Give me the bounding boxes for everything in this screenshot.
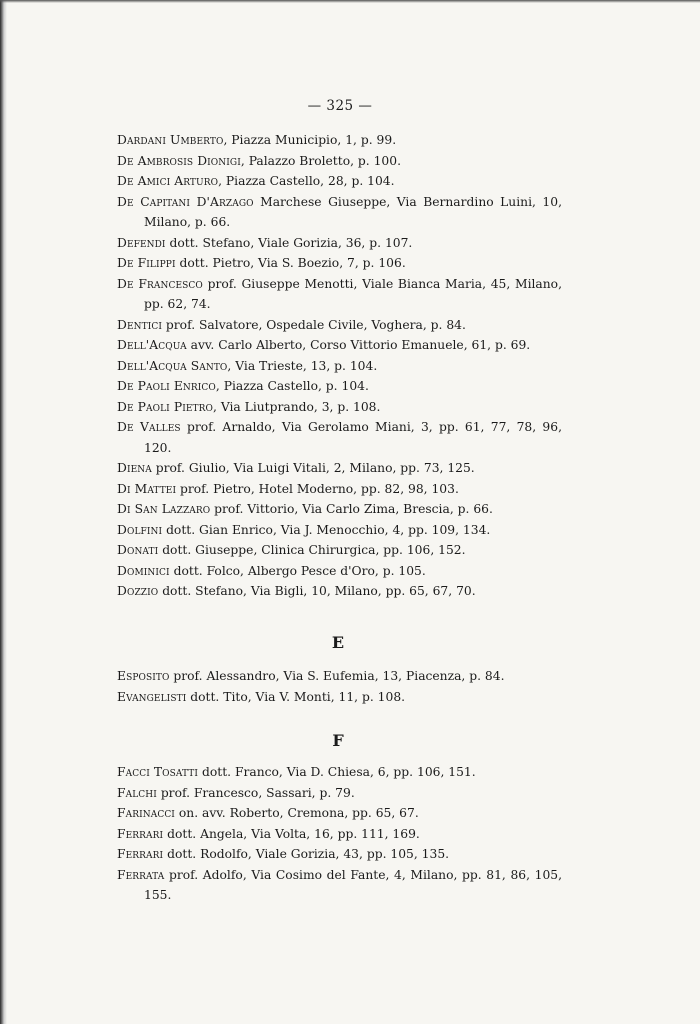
index-entry (117, 397, 562, 418)
entry-details: dott. Tito, Via V. Monti, 11, p. 108. (186, 689, 406, 704)
scan-edge-top (0, 0, 700, 3)
scan-edge (0, 0, 7, 1024)
entry-details: , Via Trieste, 13, p. 104. (227, 358, 378, 373)
entry-details: prof. Giuseppe Menotti, Viale Bianca Maria, 45, Milano, pp. 62, 74. (144, 276, 562, 311)
index-entry (117, 274, 562, 315)
index-entry (117, 130, 562, 151)
index-entry (117, 687, 562, 708)
entry-name: Ferrata (117, 867, 165, 882)
entry-name: Dominici (117, 563, 170, 578)
index-entry (117, 865, 562, 906)
entry-details: dott. Stefano, Viale Gorizia, 36, p. 107. (165, 235, 413, 250)
index-entry (117, 335, 562, 356)
entry-details: , Piazza Castello, p. 104. (215, 379, 369, 393)
index-entry (117, 803, 562, 824)
entry-name: Evangelisti (117, 689, 187, 704)
entry-details: , Piazza Castello, 28, p. 104. (218, 174, 395, 188)
entry-name: Dolfini (117, 522, 163, 537)
entry-details: , Via Liutprando, 3, p. 108. (213, 399, 381, 414)
index-entry (117, 171, 562, 192)
entry-details: , Palazzo Broletto, p. 100. (240, 153, 401, 168)
entry-name: Esposito (117, 669, 170, 683)
entry-name: Ferrari (117, 847, 164, 861)
index-entry (117, 315, 562, 336)
index-entry (117, 561, 562, 582)
index-entry (117, 783, 562, 804)
entry-name: De Filippi (117, 256, 176, 270)
entry-details: dott. Rodolfo, Viale Gorizia, 43, pp. 105, 135. (163, 847, 450, 861)
index-entry (117, 844, 562, 865)
entry-name: De Paoli Enrico (117, 379, 216, 393)
entry-details: prof. Giulio, Via Luigi Vitali, 2, Milano, pp. 73, 125. (151, 461, 475, 475)
entry-name: De Francesco (117, 276, 203, 291)
index-entry (117, 520, 562, 541)
entry-name: Ferrari (117, 826, 164, 841)
index-entry (117, 151, 562, 172)
section-letter-f: F (332, 731, 344, 750)
entry-details: prof. Adolfo, Via Cosimo del Fante, 4, Milano, pp. 81, 86, 105, 155. (144, 867, 562, 902)
index-entry (117, 192, 562, 233)
entry-details: Marchese Giuseppe, Via Bernardino Luini, 10, Milano, p. 66. (144, 194, 562, 229)
index-entry (117, 581, 562, 602)
entry-name: Farinacci (117, 806, 175, 820)
entry-name: De Amici Arturo (117, 174, 219, 188)
index-section-f (117, 762, 562, 906)
entry-name: Dentici (117, 317, 163, 332)
entry-name: Dell'Acqua Santo (117, 358, 228, 373)
entry-details: prof. Francesco, Sassari, p. 79. (156, 785, 355, 800)
entry-name: Di San Lazzaro (117, 502, 211, 516)
entry-details: dott. Giuseppe, Clinica Chirurgica, pp. 106, 152. (158, 543, 466, 557)
entry-name: Diena (117, 461, 152, 475)
entry-name: Dozzio (117, 584, 159, 598)
entry-name: De Ambrosis Dionigi (117, 153, 241, 168)
entry-name: De Valles (117, 420, 181, 434)
entry-details: dott. Pietro, Via S. Boezio, 7, p. 106. (175, 256, 406, 270)
entry-name: Facci Tosatti (117, 765, 199, 779)
index-entry (117, 253, 562, 274)
entry-details: prof. Pietro, Hotel Moderno, pp. 82, 98, 103. (176, 481, 459, 496)
index-entry (117, 417, 562, 458)
section-letter-e: E (331, 633, 345, 652)
index-entry (117, 540, 562, 561)
entry-details: dott. Angela, Via Volta, 16, pp. 111, 169. (163, 826, 420, 841)
index-entry (117, 376, 562, 397)
entry-name: Falchi (117, 785, 157, 800)
page-number: — 325 — (307, 98, 373, 114)
entry-details: prof. Alessandro, Via S. Eufemia, 13, Piacenza, p. 84. (169, 669, 505, 683)
index-entry (117, 356, 562, 377)
entry-details: prof. Arnaldo, Via Gerolamo Miani, 3, pp. 61, 77, 78, 96, 120. (144, 420, 562, 455)
entry-details: prof. Salvatore, Ospedale Civile, Voghera, p. 84. (162, 317, 466, 332)
entry-name: De Paoli Pietro (117, 399, 213, 414)
entry-name: Defendi (117, 235, 166, 250)
entry-name: Dardani Umberto (117, 133, 224, 147)
entry-details: dott. Folco, Albergo Pesce d'Oro, p. 105. (169, 563, 426, 578)
entry-name: Dell'Acqua (117, 338, 187, 352)
index-entry (117, 479, 562, 500)
entry-details: avv. Carlo Alberto, Corso Vittorio Emanuele, 61, p. 69. (186, 338, 531, 352)
entry-name: Donati (117, 543, 159, 557)
entry-name: Di Mattei (117, 481, 177, 496)
entry-details: dott. Franco, Via D. Chiesa, 6, pp. 106, 151. (198, 765, 476, 779)
entry-details: , Piazza Municipio, 1, p. 99. (223, 133, 397, 147)
entry-details: dott. Gian Enrico, Via J. Menocchio, 4, pp. 109, 134. (162, 522, 491, 537)
entry-details: on. avv. Roberto, Cremona, pp. 65, 67. (174, 806, 419, 820)
index-entry (117, 499, 562, 520)
entry-name: De Capitani D'Arzago (117, 194, 254, 209)
entry-details: prof. Vittorio, Via Carlo Zima, Brescia, p. 66. (210, 502, 493, 516)
index-entry (117, 666, 562, 687)
index-entry (117, 233, 562, 254)
index-section-d (117, 130, 562, 602)
index-entry (117, 824, 562, 845)
entry-details: dott. Stefano, Via Bigli, 10, Milano, pp. 65, 67, 70. (158, 584, 476, 598)
index-entry (117, 458, 562, 479)
index-section-e (117, 666, 562, 707)
index-entry (117, 762, 562, 783)
